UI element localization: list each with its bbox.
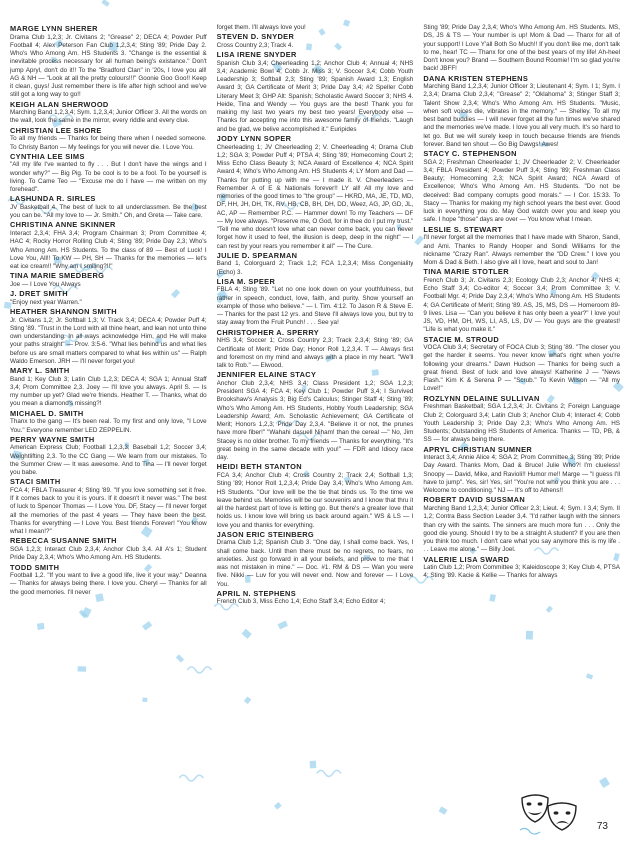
senior-entry <box>217 51 414 134</box>
senior-entry <box>217 371 414 462</box>
senior-name: REBECCA SUSANNE SMITH <box>10 536 117 546</box>
page-number: 73 <box>596 821 608 832</box>
senior-name: ROBERT DAVID SUSSMAN <box>423 495 526 505</box>
column-left <box>10 24 207 824</box>
senior-entry <box>10 221 207 271</box>
senior-name: CYNTHIA LEE SIMS <box>10 151 85 161</box>
senior-blurb: Band 1, Colorguard 2; Track 1,2; FCA 1,2,3,4; Miss Congeniality (Echo) 3. <box>216 260 414 276</box>
senior-blurb: NHS 3,4; Soccer 1; Cross Country 2,3; Track 2,3,4; Sting '89; GA Certificate of Merit; Pride Day; Honor Roll 1,2,3,4. T — Always first and foremost on my mind and always with a place in my heart. "We'll talk to Rob." — Elwood. <box>216 337 414 370</box>
senior-blurb: Cross Country 2,3; Track 4. <box>216 41 294 49</box>
senior-name: TINA MARIE SMEDBERG <box>10 271 105 281</box>
senior-name: TODD SMITH <box>10 562 60 572</box>
senior-entry <box>217 33 414 50</box>
senior-entry <box>10 25 207 100</box>
senior-name: STEVEN D. SNYDER <box>216 32 295 42</box>
senior-blurb: SGA 1,2,3; Interact Club 2,3,4; Anchor Club 3,4. All A's 1; Student Pride Day 2,3,4; Who's Who Among Am. HS Students. <box>10 546 207 562</box>
senior-entry <box>10 195 207 220</box>
senior-blurb: Jr. Civitans 1,2; Jr. Softball 1,3; V. Track 3,4; DECA 4; Powder Puff 4; Sting '89. "Trust in the Lord with all thine heart, and lean not unto thine own understanding. In all ways acknowledge Him, and He will make your paths straight" — Prov. 3:5-6. "What lies behind us and what lies before us are small matters compared to what lies within us" — Ralph Waldo Emerson. JRH — I'll never forget you! <box>10 316 207 365</box>
senior-entries <box>10 24 620 824</box>
senior-entry <box>423 395 620 445</box>
senior-name: HEIDI BETH STANTON <box>216 462 302 472</box>
senior-blurb: I'll never forget all the memories that I have made with Sharon, Sandi, and Ami. Thanks to Randy Hooper and Sondi Williams for the nickname "Crazy Ran". Always remember the "DD Crew." I love you Mom & Dad & Beth. I also give all I love, heart and soul to Jan! <box>423 234 621 267</box>
theater-masks-icon <box>518 792 580 836</box>
senior-entry <box>217 135 414 251</box>
senior-entry <box>10 478 207 536</box>
senior-name: STACI SMITH <box>10 477 61 487</box>
senior-entry <box>423 75 620 150</box>
senior-blurb: JV Basketball 4. The best of luck to all underclassmen. Be the best you can be. "All my love to — Jr. Smith." Oh, and Greta — Take care. <box>10 203 207 220</box>
senior-name: HEATHER SHANNON SMITH <box>10 307 117 316</box>
senior-name: PERRY WAYNE SMITH <box>10 434 95 444</box>
senior-blurb: Interact 2,3,4; FHA 3,4; Program Chairman 3; Prom Committee 4; HAC 4; Rocky Horror Rolling Club 4; Sting '89; Pride Day 2,3; Who's Who Among Am. HS Students. To the class of 89 — Best of Luck! I Love You, All!! To KW — PH, SH — Thanks for the memories — let's eat ice cream!! "Why am I smiling?!!" <box>10 230 207 271</box>
senior-blurb: French Club 3, Miss Echo 1,4; Echo Staff 3,4; Echo Editor 4; <box>216 598 386 606</box>
senior-name: APRIL N. STEPHENS <box>216 588 296 598</box>
senior-blurb: Cheerleading 1; JV Cheerleading 2; V. Cheerleading 4; Drama Club 1,2; SGA 3; Powder Puff 4; PTSA 4; Sting '89; Homecoming Court 2; Miss Echo Class Beauty 3; NCA Award of Excellence 4; NCA Spirit Award 4; Who's Who Among Am. HS Students 4; LY Mom and Dad — Thanks for putting up with me — I made it. V. Cheerleaders — Remember A of E & Nationals forever!! LY all! All my love and memories of the good times to "the group" — HKRD, MA, JE, TD, MD, DF, HH, JH, DH, TK, RV, HB, CB, BH, DH, DD, Weez, AG, JP, GD, JL, AC, AP — Remember P.C. — Hammer down! To my Teachers — DF — My love always. "Preserve me, O God, for in thee do I put my trust." "Tell me who doesn't love what can never come back, you can never forget how it used to feel, the illusion is deep, deep in the night" — I can rest by your rears you remember it all" — The Cure. <box>216 143 414 250</box>
senior-name: STACIE M. STROUD <box>423 334 500 344</box>
senior-blurb: VOCA Club 3,4; Secretary of FOCA Club 3; Sting '89. "The closer you get the harder it seems. You never know what's right when you're following your dreams." Dawn Hudson — Thanks for being such a great friend. Best of luck and love always! Katherine J — "News Flash." Kim K & Serena P — "Scrub." To Kevin Wilson — "All my Love!!" <box>423 344 621 393</box>
senior-entry <box>10 127 207 152</box>
senior-blurb: French Club 3; Jr. Civitans 2,3; Ecology Club 2,3; Anchor 4; NHS 4; Echo Staff 3,4; Co-editor 4; Soccer 3,4; Prom Committee 3; V. Football Mgr. 4; Pride Day 2,3,4; Who's Who Among Am. HS Students 4; GA Certificate of Merit; Sting '89. AS, JS, MS, DS — Homeroom 89-9 lives. Lisa — "Can you believe it has only been a year?" I love you! JS, VD, HM, DH, WS, LI, AS, LS, DV — You guys are the greatest! "Life is what you make it." <box>423 276 621 334</box>
senior-name: MARGE LYNN SHERER <box>10 24 98 33</box>
senior-entry <box>217 590 414 607</box>
senior-entry <box>10 564 207 597</box>
column-middle <box>217 24 414 824</box>
senior-blurb: Spanish Club 3,4; Cheerleading 1,2; Anchor Club 4; Annual 4; NHS 3,4; Academic Bowl 4; Cobb Jr. Miss 3; V. Soccer 3,4; Cobb Youth Leadership 3; Softball 2,3; Sting '89; Spanish Award 1,3; English Award 3; GA Certificate of Merit 3; Pride Day 3,4; #2 Speller Cobb Literary Meet 3; GHP Alt: Spanish; Scholastic Award Soccer 3; NHS 4. Heide, Tina and Wendy — You guys are the best! Thank you for making my last two years my best two years! Everybody else — Thanks for accepting me into this awesome family of friends. "Laugh and be glad, we belive accomplished it." Euripides <box>216 59 414 133</box>
senior-name: DANA KRISTEN STEPHENS <box>423 73 529 83</box>
senior-blurb: "Enjoy next year Warren." <box>10 298 82 306</box>
senior-entry <box>10 272 207 289</box>
senior-blurb: Sting '89; Pride Day 2,3,4; Who's Who Among Am. HS Students. MS, DS, JS & TS — Your number is up! Mom & Dad — Thanx for all of your support! I Love Y'all Both So Much!! If you don't like me, don't talk to me, hear! TC — Thanx for one of the best years of my life! Ah-heel Don't know you? Brand — Southern Bound Roomie! I'm so glad you're back! JBFF! <box>423 24 621 73</box>
senior-name: KEIGH ALAN SHERWOOD <box>10 99 109 109</box>
senior-blurb: Marching Band 1,2,3,4; Junior Officer 2,3; Lieut. 4; Sym. I 3,4; Sym. II 1,2; Contra Bass Section Leader 3,4. "I'd rather laugh with the sinners than cry with the saints. The sinners are much more fun . . . Only the good die young. Should I try to be a straight A student? If you are then you think too much. I don't care what you say anymore this is my life . . . Leave me alone." — Billy Joel. <box>423 505 621 554</box>
senior-name: JODY LYNN SOPER <box>216 133 292 143</box>
senior-entry <box>217 252 414 277</box>
senior-name: JASON ERIC STEINBERG <box>216 529 315 539</box>
senior-blurb: "All my life I've wanted to fly . . . But I don't have the wings and I wonder why?" — Big Pig. To be cool is to be a fool. To be yourself is living. To Came Teo — "Excuse me do I have — me written on my forehead". <box>10 161 207 194</box>
senior-entry <box>10 436 207 478</box>
senior-name: LISA IRENE SNYDER <box>216 50 297 60</box>
senior-entry <box>423 556 620 581</box>
senior-entry <box>10 153 207 195</box>
senior-name: JULIE D. SPEARMAN <box>216 250 298 260</box>
senior-entry <box>217 531 414 589</box>
senior-name: LISA M. SPEER <box>216 276 276 286</box>
senior-blurb: Interact 3,4; Annie Alice 4; SGA 2; Prom Committee 3; Sting '89; Pride Day Award. Thanks Mom, Dad & Bruce! Julie Who?! I'm clueless! Snoopy — David, Mike, and Ravioli!! Humor me!! Marge — "I guess I'll have to jump". Yes, sir! Yes, sir! "You're not who you think you are . . . Welcome to conditioning." NJ — It's off to Athens!! <box>423 454 621 495</box>
senior-name: CHRISTIAN LEE SHORE <box>10 125 102 135</box>
senior-blurb: forget them. I'll always love you! <box>216 24 306 31</box>
senior-name: STACY C. STEPHENSON <box>423 149 517 159</box>
senior-entry <box>10 537 207 562</box>
senior-entry <box>423 150 620 225</box>
senior-blurb: Joe — I Love You Always <box>10 280 81 288</box>
senior-name: J. DRET SMITH <box>10 289 68 299</box>
senior-blurb: To all my friends — Thanks for being there when I needed someone. To Christy Barton — My feelings for you will never die. I Love You. <box>10 135 207 151</box>
senior-name: ROZLYNN DELAINE SULLIVAN <box>423 393 540 403</box>
senior-entry <box>10 367 207 409</box>
senior-name: JENNIFER ELAINE STACY <box>216 370 317 380</box>
senior-blurb: Drama Club 1,2,3; Jr. Civitans 2; "Grease" 2; DECA 4; Powder Puff Football 4; Alex Peterson Fan Club 1,2,3,4; Sting '89; Pride Day 2. Who's Who Among Am. HS Students 3. "Change is the essential & inevitable process necessary for all human being's existance." Don't jump Apryl, don't do it!! To the "Bradford Clan" in '20s, I love you all! AG & NH — "Look at all the pretty colours!!!" Goonie Goo Goo!! Keep it clean, guys! Just remember there is life after high school and we've still got a long way to go!! <box>10 33 207 99</box>
senior-name: TINA MARIE STOTLER <box>423 267 509 277</box>
senior-entry <box>217 278 414 328</box>
senior-blurb: American Express Club; Football 1,2,3,3; Baseball 1,2; Soccer 3,4; Weightlifting 2,3. To the CC Gang — We learn from our mistakes. To the Summer Crew — It was awesome. And to Tina — I'll never forget you babe. <box>10 444 207 477</box>
senior-blurb: Football 1,2. "If you want to live a good life, live it your way." Deanna — Thanks for always being there. I love you. Cheryl — Thanks for all the good memories. I'll never <box>10 572 207 596</box>
senior-entry <box>423 446 620 496</box>
senior-entry <box>423 268 620 334</box>
senior-blurb: Latin Club 1,2; Prom Committee 3; Kaleidoscope 3; Key Club 4, PTSA 4; Sting '89. Kacie & Kellie — Thanks for always <box>423 564 621 580</box>
senior-entry <box>217 24 414 32</box>
senior-entry <box>217 463 414 529</box>
senior-blurb: SGA 2; Freshman Cheerleader 1; JV Cheerleader 2; V. Cheerleader 3,4; FBLA President 4; Powder Puff 3,4; Sting '89; Freshman Class Beauty; Homecoming 2,3; NCA Spirit Award; NCA Award of Excellence; Who's Who Among Am. HS Students. "Do not be deceived: Bad company corrupts good morals." — I Cor. 15:33. To Stacy — Thanks for making my high school years the best ever. Good luck in everything you do. May God watch over you and keep you safe. I hope "those" days are over — You know what I mean. <box>423 158 621 224</box>
confetti-piece <box>101 0 109 7</box>
senior-name: VALERIE LISA SWARD <box>423 554 510 564</box>
senior-name: MARY L. SMITH <box>10 366 70 376</box>
senior-name: LASHUNDA R. SIRLES <box>10 194 96 204</box>
senior-entry <box>10 410 207 435</box>
senior-blurb: FCA 4; FBLA Treasurer 4; Sting '89. "If you love something set it free. If it comes back to you it is yours. If it doesn't it never was." The best of luck to Spencer Thomas — I Love You. DF, Stacy — I'll never forget all the memories of the past 4 years — They have been the best. Thanks for everything — I Love You. Best friends Forever! "You know what I mean!?" <box>10 486 207 536</box>
senior-name: APRYL CHRISTIAN SUMNER <box>423 444 533 454</box>
senior-blurb: Thanx to the gang — It's been real. To my first and only love, "I Love You." Everyone remember LED ZEPPELIN. <box>10 418 207 434</box>
senior-entry <box>423 226 620 268</box>
senior-name: LESLIE S. STEWART <box>423 224 503 234</box>
senior-blurb: Freshman Basketball; SGA 1,2,3,4; Jr. Civitans 2; Foreign Language Club 2; Colorguard 3,4; Latin Club 3; Anchor Club 4; Interact 4; Cobb Youth Leadership 3; Pride Day 2,3; Who's Who Among Am. HS Students; Outstanding HS Students of America. Thanks — TD, PB, & SS — for always being there. <box>423 403 621 444</box>
senior-entry <box>10 290 207 307</box>
senior-entry <box>423 24 620 74</box>
senior-entry <box>423 336 620 394</box>
senior-blurb: Anchor Club 2,3,4; NHS 3,4; Class President 1,2; SGA 1,2,3; President SGA 4; FCA 4; Key Club 1; Powder Puff 3,4; I Survived Brookshaw's Analysis 3; Big Ed's Calculus; Stinger Staff 4; Sting '89; Who's Who Among Am. HS Students, Hobby Youth Leadership; SGA Leadership Award; Am. Scholastic Achievement; GA Certificate of Merit; Honors 1,2,3; Pride Day 2,3,4. "Believe it or not, the prunes have more fiber!" "Wahahi dasuell Niham! than the cereal —" No, Jim Stacey is no older brother. To my friends — Thanks for everything. "It's great being in the same decade with you!" — FDR and Idiocy race day. <box>216 379 414 462</box>
senior-blurb: FCA 3,4; Anchor Club 4; Cross Country 2; Track 2,4; Softball 1,3; Sting '89; Honor Roll 1,2,3,4; Pride Day 3,4; Who's Who Among Am. HS Students. "Our love will be the tie that binds us. To the time we leave behind us. Memories will be our souvenirs and I know that thru it all the hardest part of love is letting go. But there's a greater love that holds us. I know love will bring us back around again." WS & LS — I love you and thanks for everything. <box>216 472 414 529</box>
senior-name: CHRISTINA ANNE SKINNER <box>10 220 116 230</box>
senior-entry <box>10 308 207 366</box>
senior-name: MICHAEL D. SMITH <box>10 408 84 418</box>
senior-blurb: FBLA 4; Sting '89. "Let no one look down on your youthfulness, but rather in speech, conduct, love, faith, and purity. Show yourself an example of those who believe." — I. Tim. 4:12. To Jason R & Steve E. — Thanks for the past 12 yrs. and Steve I'll always love you, but try to stay away from the Fruit Punch! . . . See ya! <box>216 286 414 327</box>
senior-blurb: Marching Band 1,2,3,4; Sym. 1,2,3,4; Junior Officer 3. All the words on the wall, look the same in the mirror, every riddle and every clue. <box>10 109 207 125</box>
senior-blurb: Band 1; Key Club 3; Latin Club 1,2,3; DECA 4; SGA 1; Annual Staff 3,4; Prom Committee 2,3. Joey — I'll love you always. April S. — Is my number up yet? Glad we're friends. Heather T. — Thanks, what do you mean a diamond's missing?! <box>10 375 207 408</box>
senior-blurb: Marching Band 1,2,3,4; Junior Officer 3; Lieutenant 4; Sym. I 1; Sym. I 2,3,4; Drama Club 2,3,4; "Grease" 2; "Oklahoma" 3; Stinger Staff 3; Talent Show 2,3,4; Who's Who Among Am. HS Students. "Music, when soft voices die, vibrates in the memory." — Shelley. To all my best band buddies — I will never forget all the fun times we've shared and the memories we've made. I love you all very much. It's so hard to let go. But we will surely keep in touch because friends are friends forever. Band ten shout — Go Big Dawgs! Awes! <box>423 83 621 148</box>
senior-entry <box>10 101 207 126</box>
senior-entry <box>217 329 414 371</box>
senior-name: CHRISTOPHER A. SPERRY <box>216 327 320 337</box>
senior-blurb: Drama Club 1,2; Spanish Club 3. "One day, I shall come back. Yes, I shall come back. Until then there must be no regrets, no fears, no anxieties. Just go forward in all your beliefs, and prove to me that I was not mistaken in mine." — Doc. #1. RM & DS — Wan you were five. Nikki — Luv for you will never end. Now and forever — I Love You. <box>216 539 414 588</box>
column-right <box>423 24 620 824</box>
senior-entry <box>423 496 620 554</box>
